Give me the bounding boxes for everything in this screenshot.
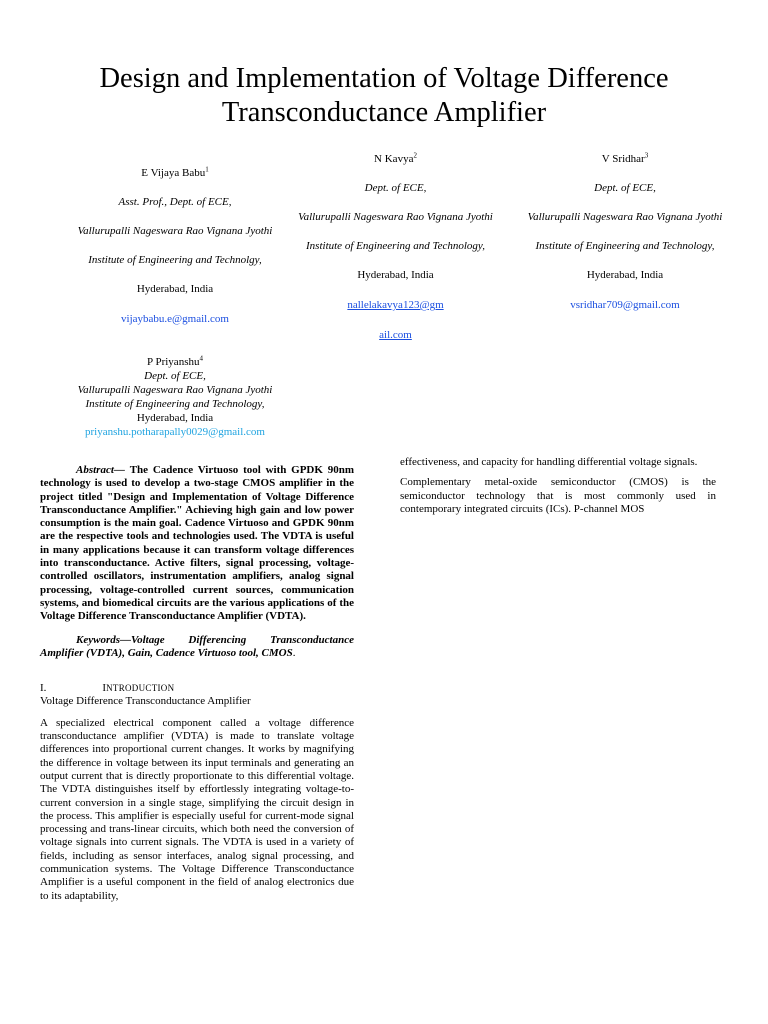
section-subheading: Voltage Difference Transconductance Amplifier <box>40 695 251 708</box>
abstract-paragraph <box>40 464 354 624</box>
author-name: E Vijaya Babu$^1$ <box>141 165 209 179</box>
keywords-paragraph: Keywords—Voltage Differencing Transconductance Amplifier (VDTA), Gain, Cadence Virtuoso tool, CMOS. <box>40 633 354 659</box>
author-city: Hyderabad, India <box>136 283 214 295</box>
author-org-1: Vallurupalli Nageswara Rao Vignana Jyothi <box>77 384 273 396</box>
author-city: Hyderabad, India <box>357 269 434 281</box>
abstract-label: Abstract— <box>76 464 125 476</box>
author-name: P Priyanshu$^4$ <box>147 354 203 368</box>
author-org-1: Vallurupalli Nageswara Rao Vignana Jyothi <box>77 225 273 237</box>
author-email-link[interactable]: vsridhar709@gmail.com <box>570 299 680 311</box>
author-city: Hyderabad, India <box>586 269 664 281</box>
author-dept: Dept. of ECE, <box>594 182 656 194</box>
author-role: Asst. Prof., Dept. of ECE, <box>118 196 232 208</box>
author-block-4 <box>40 355 310 439</box>
section-number: I. <box>40 682 47 695</box>
author-org-1: Vallurupalli Nageswara Rao Vignana Jyothi <box>298 211 493 223</box>
left-column <box>40 464 354 903</box>
author-dept: Dept. of ECE, <box>144 370 206 382</box>
keywords-text: Voltage Differencing Transconductance Amplifier (VDTA), Gain, Cadence Virtuoso tool, CMOS <box>40 633 354 659</box>
author-city: Hyderabad, India <box>136 412 214 424</box>
author-dept: Dept. of ECE, <box>364 182 427 194</box>
introduction-paragraph: A specialized electrical component called a voltage difference transconductance amplifier (VDTA) is made to translate voltage differences into proportional current changes. It works by magnifying the difference in voltage between its input terminals and generating an output current that is directly proportionate to this differential voltage. The VDTA distinguishes itself by effortlessly integrating voltage-to-current conversion in a single stage, simplifying the circuit design in the process. This amplifier is especially useful for current-mode signal processing and trans-linear circuits, which both need the conversion of voltage signals into current signals. The VDTA is used in a variety of fields, including as sensor interfaces, analog signal processing, and communication systems. The Voltage Difference Transconductance Amplifier is a useful component in the field of analog electronics due to its adaptability, <box>40 716 354 902</box>
abstract-text: The Cadence Virtuoso tool with GPDK 90nm technology is used to develop a two-stage CMOS amplifier in the project titled "Design and Implementation of Voltage Difference Transconductance Amplifier." Achieving high gain and low power consumption is the main goal. Cadence Virtuoso and GPDK 90nm are the respective tools and technologies used. The VDTA is useful in many applications because it can transform voltage differences into transconductance. Active filters, signal processing, voltage-controlled oscillators, instrumentation amplifiers, analog signal processing, voltage-controlled current sources, communication systems, and biomedical circuits are the various applications of the Voltage Difference Transconductance Amplifier (VDTA). <box>40 464 355 623</box>
author-org-2: Institute of Engineering and Technology, <box>306 240 485 252</box>
author-org-2: Institute of Engineering and Technology, <box>535 240 715 252</box>
author-org-2: Institute of Engineering and Technolgy, <box>88 254 262 266</box>
right-paragraph-2: Complementary metal-oxide semiconductor (CMOS) is the semiconductor technology that is most commonly used in contemporary integrated circuits (ICs). P-channel MOS <box>400 476 716 515</box>
author-block-3 <box>515 152 735 312</box>
author-block-1 <box>40 166 310 326</box>
keywords-label: Keywords— <box>76 633 131 646</box>
paper-title <box>40 62 728 130</box>
section-title: NTRODUCTION <box>106 683 175 694</box>
author-name: V Sridhar$^3$ <box>601 151 649 165</box>
title-line-1: Design and Implementation of Voltage Difference <box>99 63 669 94</box>
author-email-link-continued[interactable]: ail.com <box>379 329 412 341</box>
author-email-link[interactable]: priyanshu.potharapally0029@gmail.com <box>85 426 265 438</box>
section-heading: I. INTRODUCTION <box>40 682 175 695</box>
title-line-2: Transconductance Amplifier <box>221 97 547 128</box>
right-paragraph-1: effectiveness, and capacity for handling differential voltage signals. <box>400 456 698 468</box>
author-block-2 <box>283 152 508 342</box>
author-name: N Kavya$^2$ <box>374 151 417 165</box>
author-email-link[interactable]: vijaybabu.e@gmail.com <box>121 313 229 325</box>
author-email-link[interactable]: nallelakavya123@gm <box>347 299 444 311</box>
right-column <box>400 456 716 516</box>
author-org-2: Institute of Engineering and Technology, <box>85 398 265 410</box>
author-org-1: Vallurupalli Nageswara Rao Vignana Jyothi <box>527 211 723 223</box>
